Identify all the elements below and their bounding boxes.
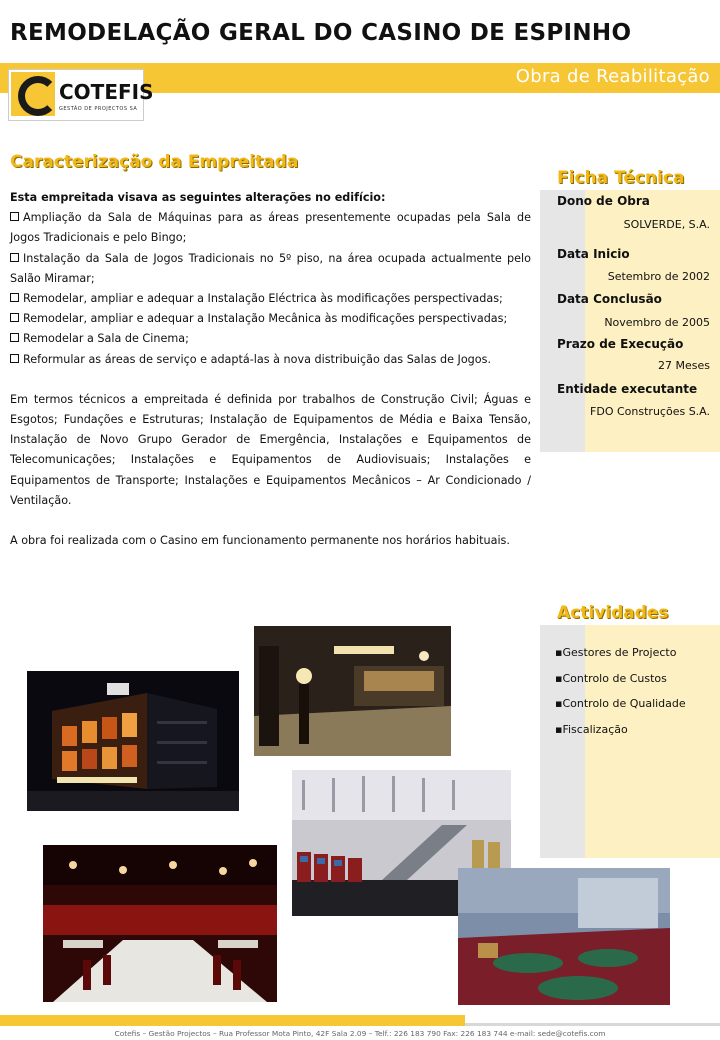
photo-graphic <box>254 626 451 756</box>
footer-grey-band <box>465 1023 720 1026</box>
ficha-label: Dono de Obra <box>557 194 650 208</box>
logo-name: COTEFIS <box>59 80 154 104</box>
bullet-item: Remodelar a Sala de Cinema; <box>10 329 531 349</box>
photo-casino-lobby <box>254 626 451 756</box>
section-heading-ficha: Ficha Técnica <box>557 168 685 188</box>
activity-item: ▪Fiscalização <box>555 723 628 736</box>
photo-graphic <box>43 845 277 1002</box>
checkbox-bullet-icon <box>10 293 19 302</box>
photo-casino-exterior-night <box>27 671 239 811</box>
bullet-item: Remodelar, ampliar e adequar a Instalação Mecânica às modificações perspectivadas; <box>10 309 531 329</box>
bullet-item: Ampliação da Sala de Máquinas para as áreas presentemente ocupadas pela Sala de Jogos Tradicionais e pelo Bingo; <box>10 211 531 245</box>
ficha-value: FDO Construções S.A. <box>590 405 710 418</box>
technical-paragraph: Em termos técnicos a empreitada é definida por trabalhos de Construção Civil; Águas e Esgotos; Fundações e Estruturas; Instalação de Equipamentos de Média e Baixa Tensão, Instalação de Novo Grupo Gerador de Emergência, Instalações e Equipamentos de Telecomunicações; Instalações e Equipamentos de Audiovisuais; Instalações e Equipamentos de Transporte; Instalações e Equipamentos Mecânicos – Ar Condicionado / Ventilação. <box>10 392 531 507</box>
band-subtitle: Obra de Reabilitação <box>515 66 710 87</box>
activity-item: ▪Controlo de Custos <box>555 672 667 685</box>
activity-item: ▪Controlo de Qualidade <box>555 697 686 710</box>
ficha-value: SOLVERDE, S.A. <box>623 218 710 231</box>
activity-item: ▪Gestores de Projecto <box>555 646 677 659</box>
photo-gaming-tables-room <box>458 868 670 1005</box>
footer-contact: Cotefis – Gestão Projectos – Rua Professor Mota Pinto, 42F Sala 2.09 – Telf.: 226 183 790 Fax: 226 183 744 e-mail: sede@cotefis.com <box>114 1029 606 1038</box>
logo-tagline: GESTÃO DE PROJECTOS SA <box>59 106 138 112</box>
bullet-item: Remodelar, ampliar e adequar a Instalação Eléctrica às modificações perspectivadas; <box>10 289 531 309</box>
cotefis-logo <box>8 69 154 121</box>
actividades-panel <box>540 625 720 858</box>
logo-mark <box>11 72 55 116</box>
checkbox-bullet-icon <box>10 333 19 342</box>
section-heading-actividades: Actividades <box>557 603 669 623</box>
ficha-tecnica-panel <box>540 190 720 452</box>
checkbox-bullet-icon <box>10 212 19 221</box>
ficha-label: Data Conclusão <box>557 292 662 306</box>
ficha-label: Data Inicio <box>557 247 630 261</box>
checkbox-bullet-icon <box>10 253 19 262</box>
logo-c-icon <box>18 76 58 116</box>
page-title: REMODELAÇÃO GERAL DO CASINO DE ESPINHO <box>10 20 632 46</box>
bullet-item: Instalação da Sala de Jogos Tradicionais no 5º piso, na área ocupada actualmente pelo Salão Miramar; <box>10 251 531 285</box>
main-text <box>10 188 531 551</box>
photo-graphic <box>27 671 239 811</box>
bullet-item: Reformular as áreas de serviço e adaptá-las à nova distribuição das Salas de Jogos. <box>10 350 531 370</box>
photo-graphic <box>458 868 670 1005</box>
ficha-value: 27 Meses <box>658 359 710 372</box>
operation-paragraph: A obra foi realizada com o Casino em funcionamento permanente nos horários habituais. <box>10 534 510 548</box>
lead-sentence: Esta empreitada visava as seguintes alterações no edifício: <box>10 191 386 204</box>
checkbox-bullet-icon <box>10 313 19 322</box>
photo-restaurant-hall <box>43 845 277 1002</box>
checkbox-bullet-icon <box>10 354 19 363</box>
section-heading-caracterizacao: Caracterização da Empreitada <box>10 152 299 172</box>
ficha-value: Setembro de 2002 <box>607 270 710 283</box>
footer-band <box>0 1015 465 1026</box>
ficha-label: Entidade executante <box>557 382 698 396</box>
ficha-label: Prazo de Execução <box>557 337 684 351</box>
ficha-value: Novembro de 2005 <box>604 316 710 329</box>
